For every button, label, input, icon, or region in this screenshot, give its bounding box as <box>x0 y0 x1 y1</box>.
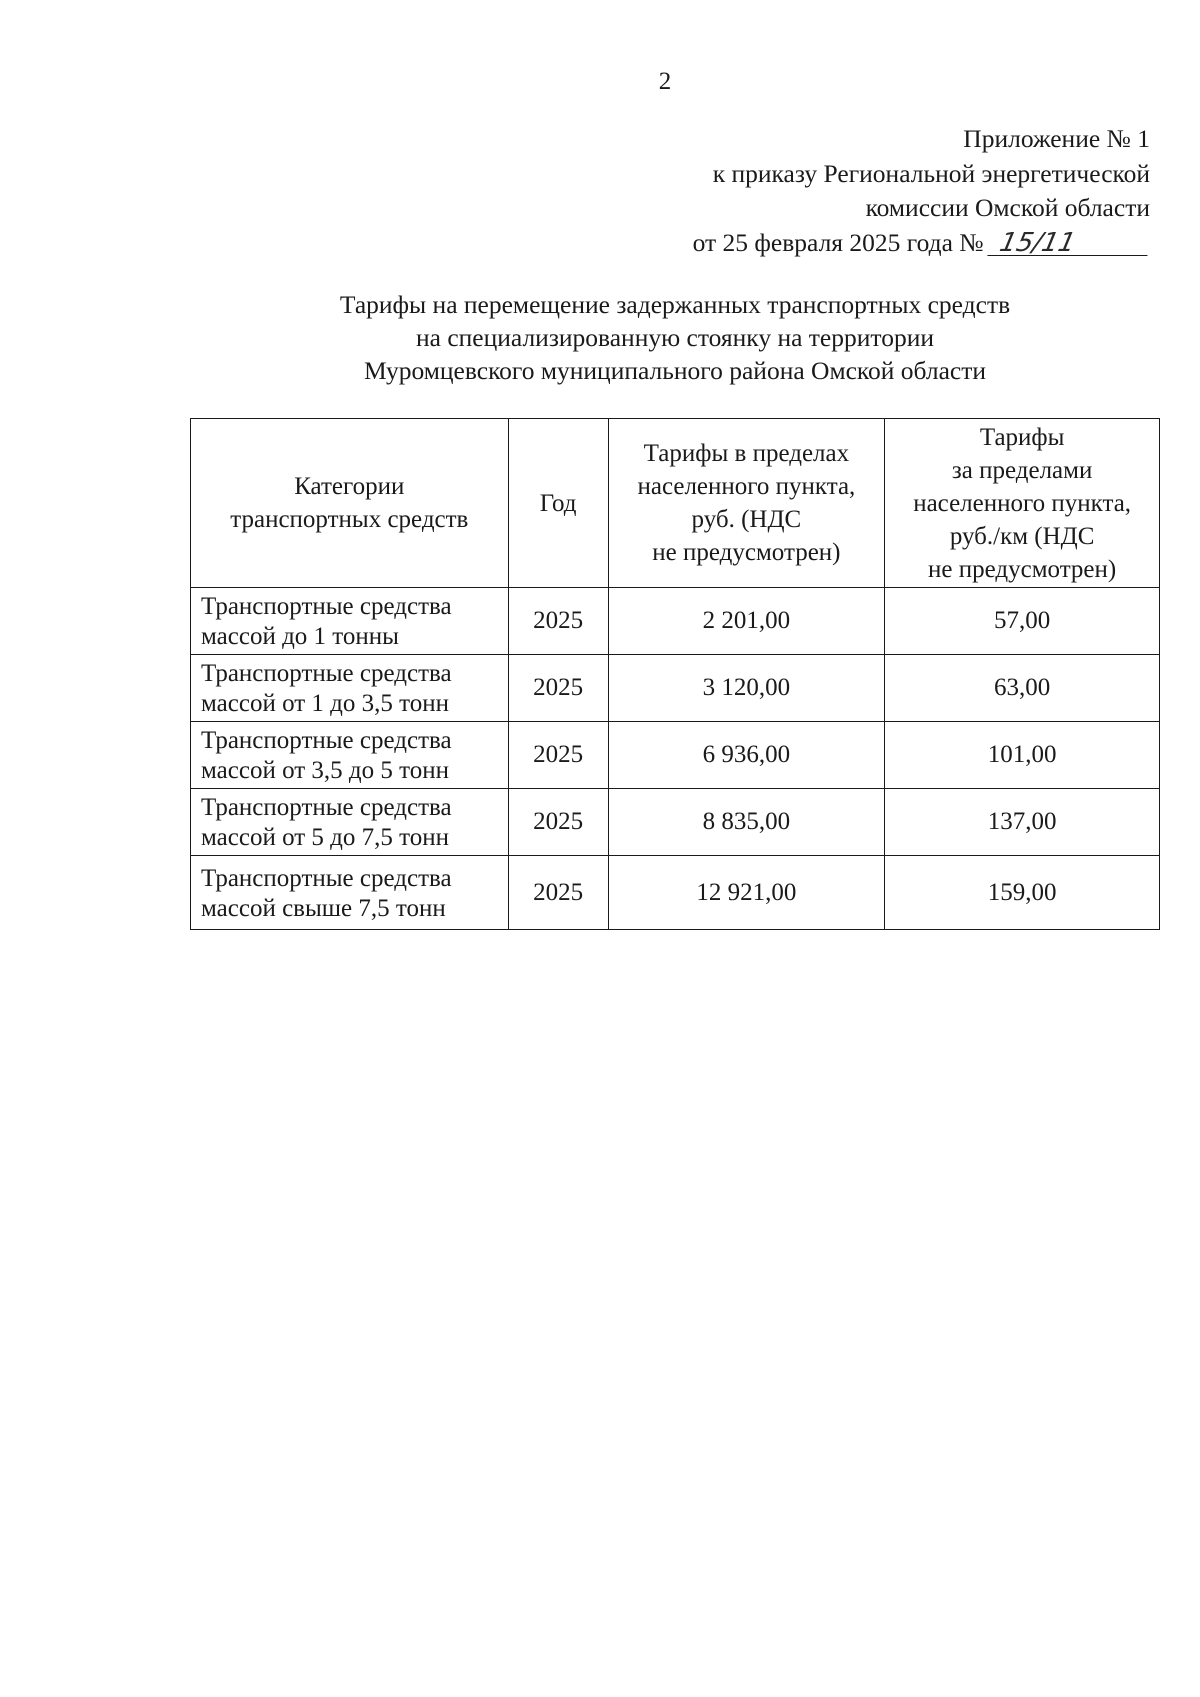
cell-tariff-outside: 57,00 <box>885 588 1160 655</box>
cell-tariff-outside: 137,00 <box>885 789 1160 856</box>
title-line-3: Муромцевского муниципального района Омской области <box>363 356 987 385</box>
table-header-row <box>191 419 1160 588</box>
appendix-title: Приложение № 1 <box>963 124 1150 153</box>
header-year: Год <box>508 419 608 588</box>
tariffs-table <box>190 418 1160 930</box>
cell-tariff-outside: 63,00 <box>885 655 1160 722</box>
appendix-order-ref: к приказу Региональной энергетической <box>712 158 1150 188</box>
appendix-commission: комиссии Омской области <box>865 193 1150 222</box>
document-title <box>210 288 1140 387</box>
page-number: 2 <box>658 68 672 95</box>
table-row <box>191 655 1160 722</box>
table-row <box>191 588 1160 655</box>
cell-category: Транспортные средства массой от 3,5 до 5 тонн <box>191 722 509 789</box>
cell-tariff-outside: 159,00 <box>885 856 1160 930</box>
handwritten-order-number: 15/11 <box>987 231 1152 256</box>
cell-year: 2025 <box>508 789 608 856</box>
cell-year: 2025 <box>508 722 608 789</box>
title-line-2: на специализированную стоянку на территории <box>415 323 934 352</box>
cell-tariff-in-city: 8 835,00 <box>608 789 885 856</box>
header-tariff-in-city: Тарифы в пределах населенного пункта, руб. (НДС не предусмотрен) <box>608 419 885 588</box>
header-category: Категории транспортных средств <box>191 419 509 588</box>
cell-tariff-in-city: 3 120,00 <box>608 655 885 722</box>
cell-tariff-outside: 101,00 <box>885 722 1160 789</box>
cell-tariff-in-city: 6 936,00 <box>608 722 885 789</box>
cell-tariff-in-city: 2 201,00 <box>608 588 885 655</box>
cell-category: Транспортные средства массой свыше 7,5 тонн <box>191 856 509 930</box>
cell-tariff-in-city: 12 921,00 <box>608 856 885 930</box>
appendix-date-line <box>450 226 1150 261</box>
table-row <box>191 722 1160 789</box>
cell-category: Транспортные средства массой от 5 до 7,5 тонн <box>191 789 509 856</box>
cell-category: Транспортные средства массой до 1 тонны <box>191 588 509 655</box>
table-row <box>191 789 1160 856</box>
cell-year: 2025 <box>508 588 608 655</box>
appendix-date: от 25 февраля 2025 года № <box>692 227 984 257</box>
header-tariff-outside: Тарифы за пределами населенного пункта, руб./км (НДС не предусмотрен) <box>885 419 1160 588</box>
cell-year: 2025 <box>508 655 608 722</box>
cell-category: Транспортные средства массой от 1 до 3,5 тонн <box>191 655 509 722</box>
table-row <box>191 856 1160 930</box>
title-line-1: Тарифы на перемещение задержанных транспортных средств <box>339 290 1011 319</box>
cell-year: 2025 <box>508 856 608 930</box>
appendix-header <box>450 122 1150 260</box>
